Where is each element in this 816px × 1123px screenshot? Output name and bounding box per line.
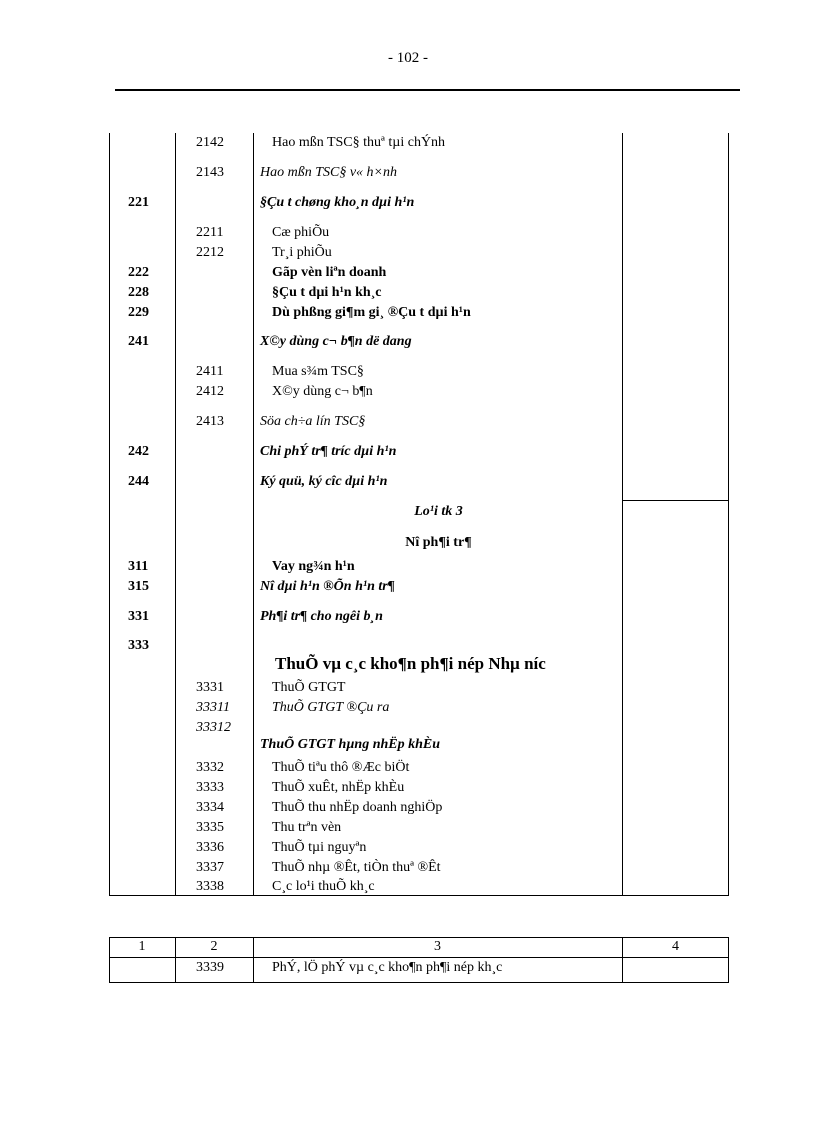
- sub-account-code: 3331: [196, 680, 224, 695]
- sub-account-code: 3338: [196, 879, 224, 894]
- header-row-divider: [109, 957, 729, 958]
- account-name: §Çu t chøng kho¸n dµi h¹n: [260, 195, 415, 210]
- account-code: 241: [128, 334, 149, 349]
- account-name: ThuÕ nhµ ®Êt, tiÒn thuª ®Êt: [272, 860, 441, 875]
- account-name: X©y dùng c¬ b¶n dë dang: [260, 334, 412, 349]
- account-name: ThuÕ vµ c¸c kho¶n ph¶i nép Nhµ níc: [275, 654, 546, 673]
- sub-account-code: 3335: [196, 820, 224, 835]
- account-name: Dù phßng gi¶m gi¸ ®Çu t dµi h¹n: [272, 305, 471, 320]
- column-header-1: 1: [138, 939, 146, 954]
- account-code: 315: [128, 579, 149, 594]
- sub-account-code: 33312: [196, 720, 231, 735]
- account-name: Nî dµi h¹n ®Õn h¹n tr¶: [260, 579, 395, 594]
- sub-account-code: 3334: [196, 800, 224, 815]
- account-name: Söa ch÷a lín TSC§: [260, 414, 366, 429]
- sub-account-code: 2413: [196, 414, 224, 429]
- sub-account-code: 2143: [196, 165, 224, 180]
- account-name: X©y dùng c¬ b¶n: [272, 384, 373, 399]
- section-title: Lo¹i tk 3: [414, 504, 463, 519]
- account-code: 244: [128, 474, 149, 489]
- sub-account-code: 2411: [196, 364, 224, 379]
- account-name: Hao mßn TSC§ thuª tµi chÝnh: [272, 135, 446, 150]
- account-name: ThuÕ GTGT ®Çu ra: [272, 700, 390, 715]
- account-name: Chi phÝ tr¶ tríc dµi h¹n: [260, 444, 397, 459]
- sub-account-code: 3339: [196, 960, 224, 975]
- sub-account-code: 33311: [196, 700, 230, 715]
- column-divider-1: [175, 133, 176, 896]
- account-code: 333: [128, 638, 149, 653]
- account-name: ThuÕ tµi nguyªn: [272, 840, 367, 855]
- account-name: Ký quü, ký cîc dµi h¹n: [260, 474, 388, 489]
- account-name: PhÝ, lÖ phÝ vµ c¸c kho¶n ph¶i nép kh¸c: [272, 960, 503, 975]
- account-name: Thu trªn vèn: [272, 820, 342, 835]
- account-name: ThuÕ tiªu thô ®Æc biÖt: [272, 760, 410, 775]
- sub-account-code: 3332: [196, 760, 224, 775]
- account-name: Ph¶i tr¶ cho ngêi b¸n: [260, 609, 383, 624]
- column-header-3: 3: [434, 939, 441, 954]
- sub-account-code: 3337: [196, 860, 224, 875]
- sub-account-code: 3336: [196, 840, 224, 855]
- account-name: C¸c lo¹i thuÕ kh¸c: [272, 879, 375, 894]
- header-rule: [115, 89, 740, 91]
- section-divider: [622, 500, 729, 501]
- account-name: Vay ng¾n h¹n: [272, 559, 355, 574]
- account-name: Cæ phiÕu: [272, 225, 330, 240]
- sub-account-code: 2211: [196, 225, 224, 240]
- account-code: 221: [128, 195, 149, 210]
- account-name: Tr¸i phiÕu: [272, 245, 332, 260]
- account-name: Mua s¾m TSC§: [272, 364, 364, 379]
- account-code: 229: [128, 305, 149, 320]
- account-code: 228: [128, 285, 149, 300]
- account-code: 311: [128, 559, 149, 574]
- account-code: 331: [128, 609, 149, 624]
- account-name: Hao mßn TSC§ v« h×nh: [260, 165, 398, 180]
- sub-account-code: 2412: [196, 384, 224, 399]
- sub-account-code: 2142: [196, 135, 224, 150]
- account-code: 242: [128, 444, 149, 459]
- account-code: 222: [128, 265, 149, 280]
- account-name: ThuÕ GTGT: [272, 680, 346, 695]
- account-name: ThuÕ xuÊt, nhËp khÈu: [272, 780, 405, 795]
- account-name: ThuÕ thu nhËp doanh nghiÖp: [272, 800, 443, 815]
- account-name: ThuÕ GTGT hµng nhËp khÈu: [260, 737, 441, 752]
- column-header-4: 4: [672, 939, 679, 954]
- section-subtitle: Nî ph¶i tr¶: [405, 535, 472, 550]
- account-name: §Çu t dµi h¹n kh¸c: [272, 285, 382, 300]
- page-number: - 102 -: [388, 50, 428, 66]
- account-name: Gãp vèn liªn doanh: [272, 265, 387, 280]
- column-header-2: 2: [210, 939, 218, 954]
- sub-account-code: 3333: [196, 780, 224, 795]
- sub-account-code: 2212: [196, 245, 224, 260]
